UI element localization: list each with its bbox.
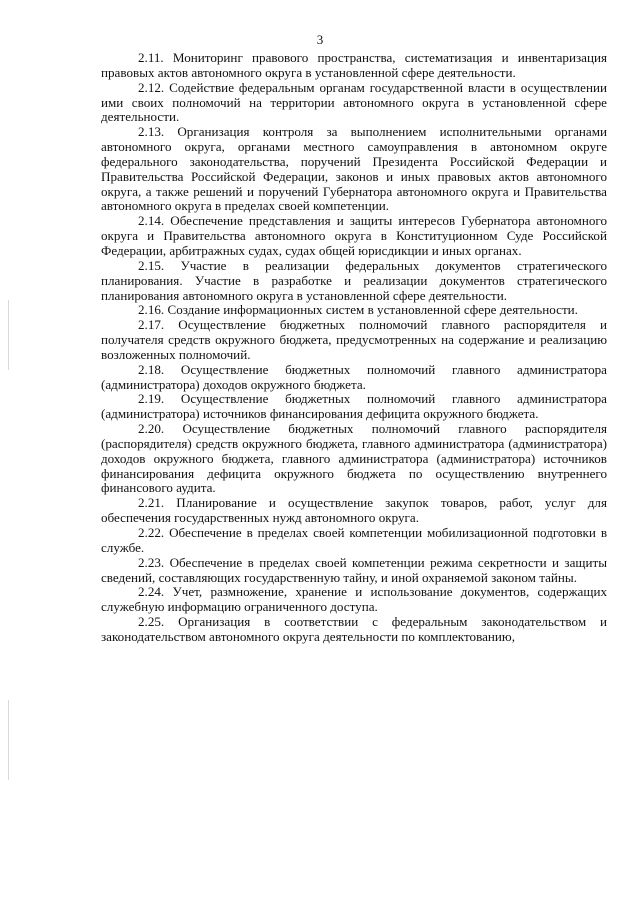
document-body xyxy=(101,51,607,645)
paragraph-2-12: 2.12. Содействие федеральным органам государственной власти в осуществлении ими своих полномочий на территории автономного округа в установленной сфере деятельности. xyxy=(101,79,607,125)
scan-edge-bottom xyxy=(8,700,9,780)
paragraph-2-25: 2.25. Организация в соответствии с федеральным законодательством и законодательством автономного округа деятельности по комплектованию, xyxy=(101,614,607,644)
paragraph-2-16: 2.16. Создание информационных систем в установленной сфере деятельности. xyxy=(138,302,578,318)
paragraph-2-17: 2.17. Осуществление бюджетных полномочий главного распорядителя и получателя средств окружного бюджета, предусмотренных на содержание и реализацию возложенных полномочий. xyxy=(101,317,607,362)
paragraph-2-21: 2.21. Планирование и осуществление закупок товаров, работ, услуг для обеспечения государственных нужд автономного округа. xyxy=(101,495,607,526)
paragraph-2-20: 2.20. Осуществление бюджетных полномочий главного распорядителя (распорядителя) средств окружного бюджета, главного администратора (администратора) доходов окружного бюджета, главного администратора (администратора) источников финансирования дефицита окружного бюджета по осуществлению внутреннего финансового аудита. xyxy=(101,421,607,496)
paragraph-2-14: 2.14. Обеспечение представления и защиты интересов Губернатора автономного округа и Правительства автономного округа в Конституционном Суде Российской Федерации, арбитражных судах, судах общей юрисдикции и иных органах. xyxy=(101,213,607,258)
paragraph-2-11: 2.11. Мониторинг правового пространства, систематизация и инвентаризация правовых актов автономного округа в установленной сфере деятельности. xyxy=(101,50,607,80)
paragraph-2-23: 2.23. Обеспечение в пределах своей компетенции режима секретности и защиты сведений, составляющих государственную тайну, и иной охраняемой законом тайны. xyxy=(101,554,607,585)
scan-edge-top xyxy=(8,300,9,370)
paragraph-2-22: 2.22. Обеспечение в пределах своей компетенции мобилизационной подготовки в службе. xyxy=(101,525,607,555)
paragraph-2-18: 2.18. Осуществление бюджетных полномочий главного администратора (администратора) доходов окружного бюджета. xyxy=(101,361,607,392)
paragraph-2-13: 2.13. Организация контроля за выполнением исполнительными органами автономного округа, органами местного самоуправления в автономном округе федерального законодательства, поручений Президента Российской Федерации и Правительства Российской Федерации, законов и иных правовых актов автономного округа, а также решений и поручений Губернатора автономного округа и Правительства автономного округа в пределах своей компетенции. xyxy=(101,124,607,214)
paragraph-2-19: 2.19. Осуществление бюджетных полномочий главного администратора (администратора) источников финансирования дефицита окружного бюджета. xyxy=(101,391,607,422)
paragraph-2-15: 2.15. Участие в реализации федеральных документов стратегического планирования. Участие в разработке и реализации документов стратегического планирования автономного округа в установленной сфере деятельности. xyxy=(101,257,607,303)
paragraph-2-24: 2.24. Учет, размножение, хранение и использование документов, содержащих служебную информацию ограниченного доступа. xyxy=(101,584,607,615)
page-number: 3 xyxy=(316,32,324,47)
